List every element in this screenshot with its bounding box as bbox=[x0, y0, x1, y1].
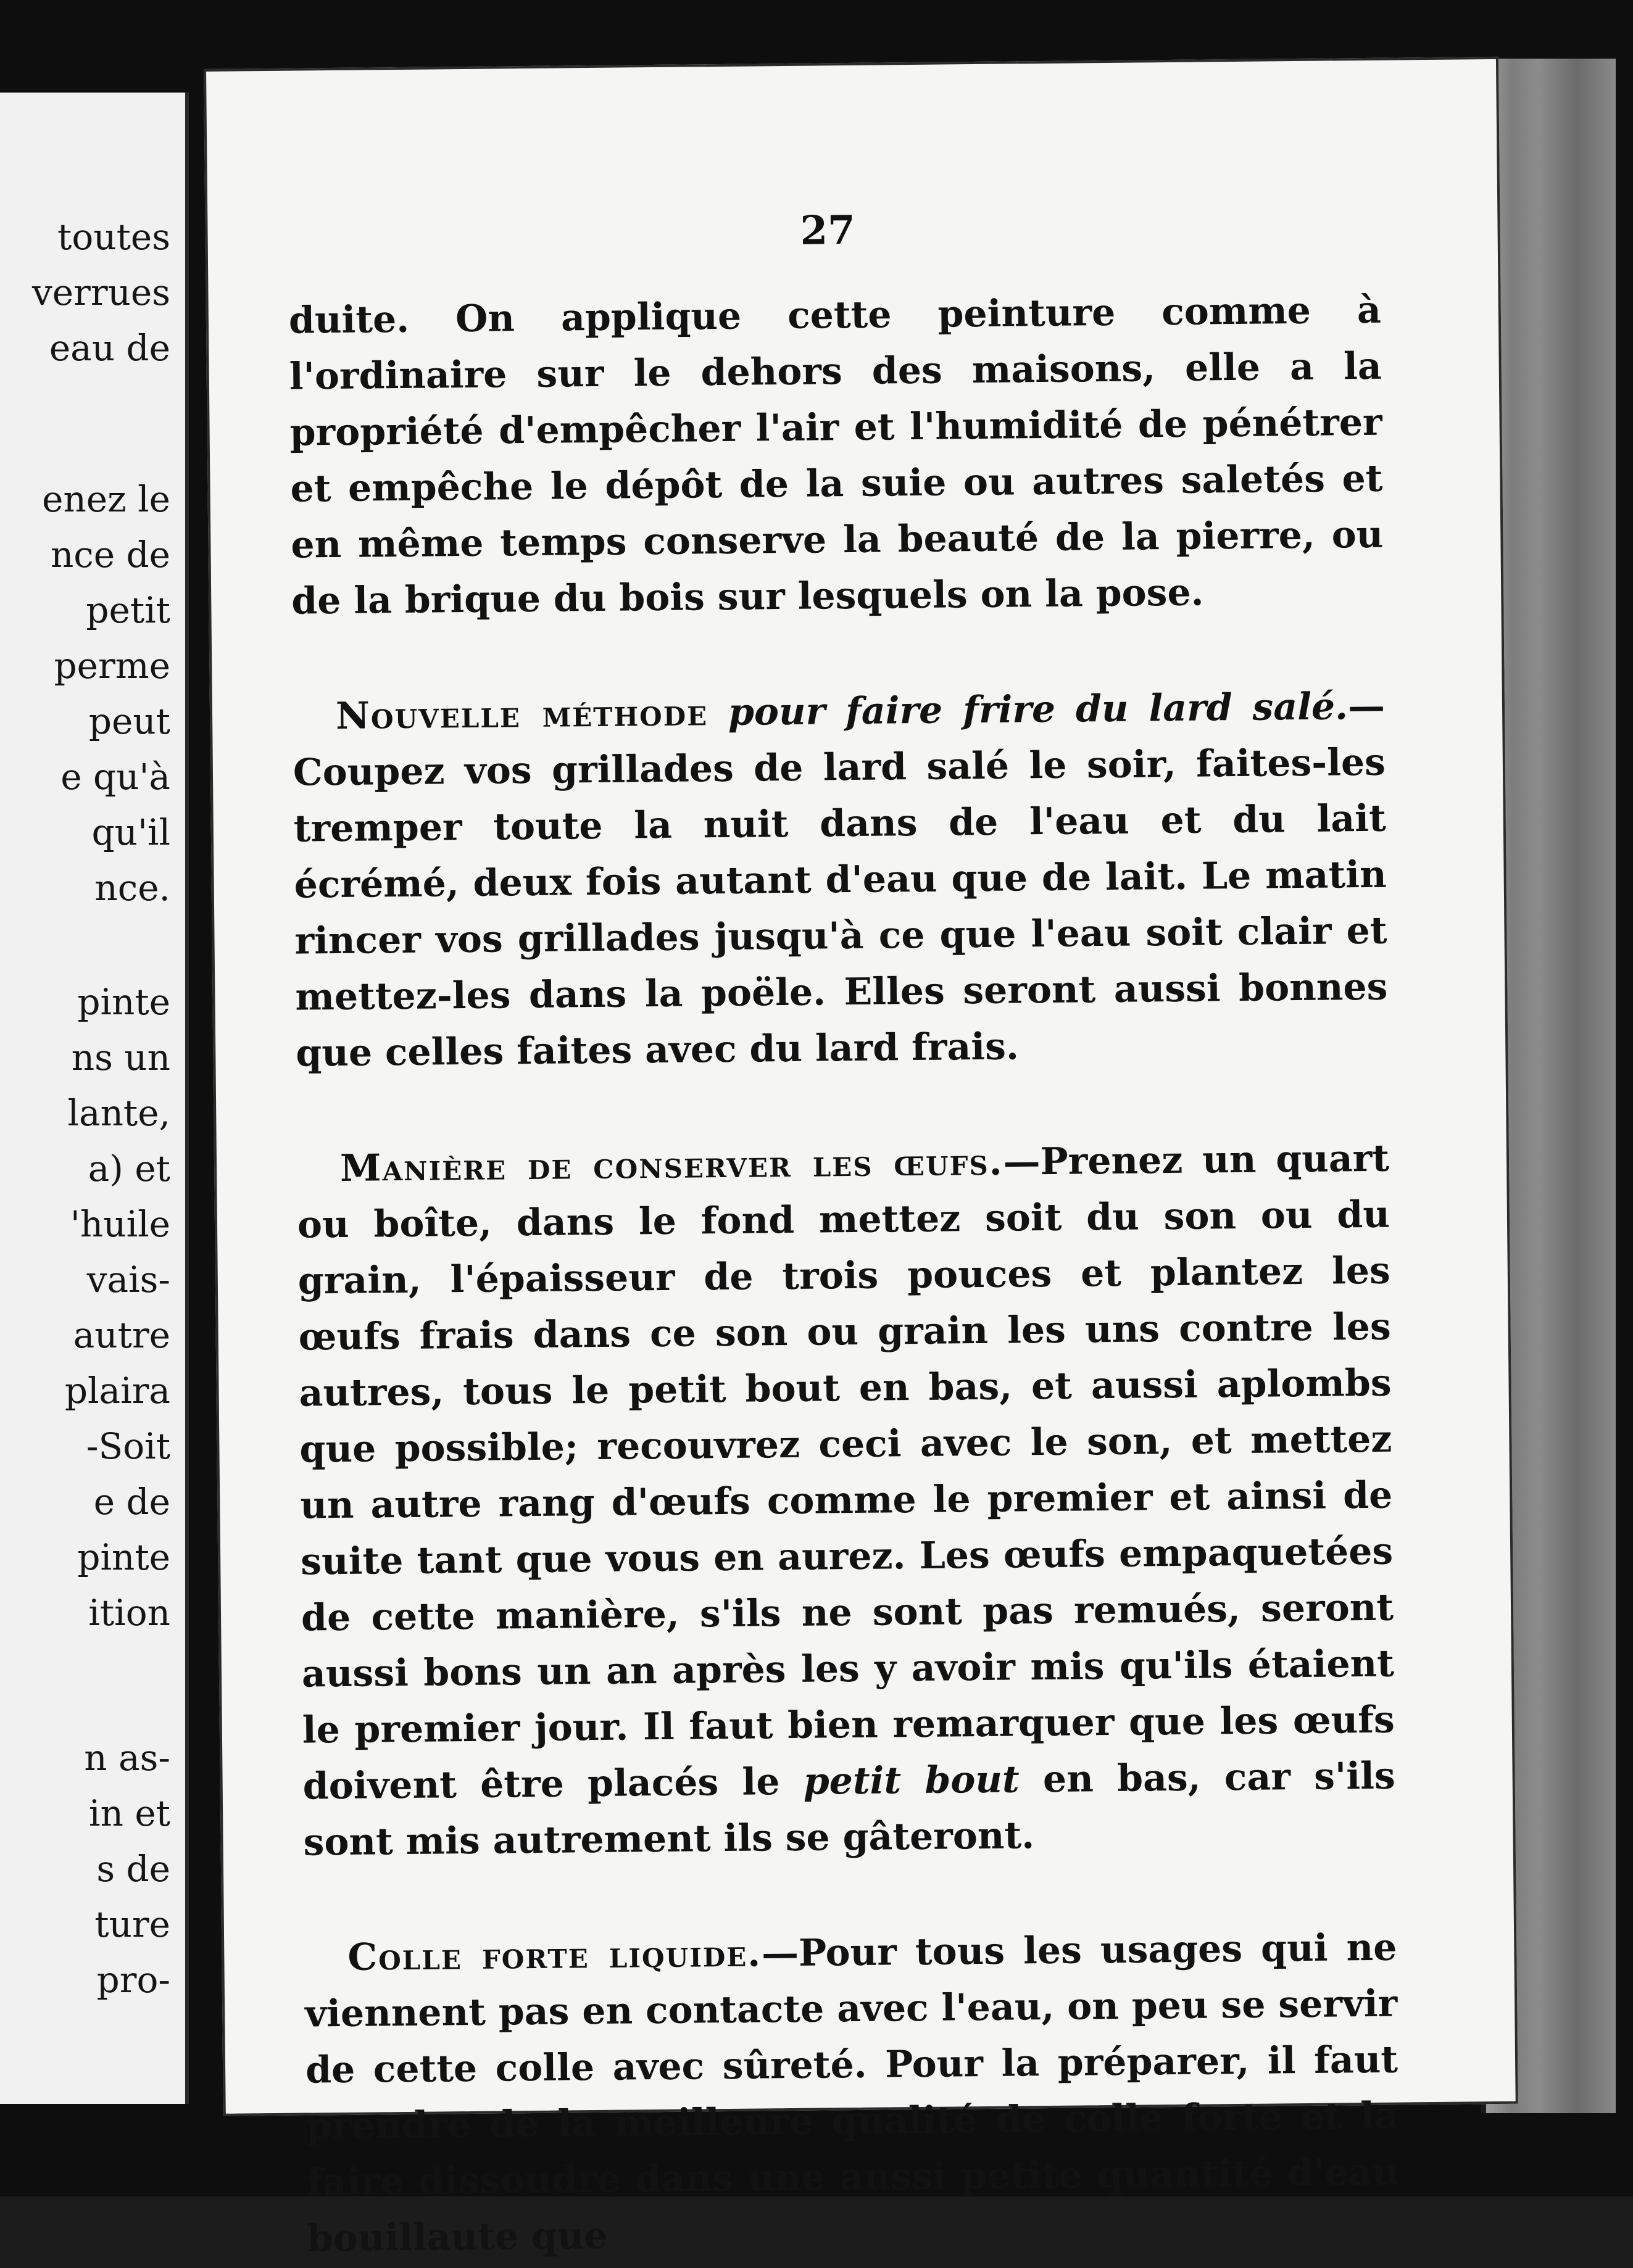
left-page-fragment: a) et bbox=[88, 1148, 170, 1190]
left-page-fragment: vais- bbox=[86, 1259, 170, 1301]
left-page-fragment: s de bbox=[96, 1848, 170, 1890]
left-page-fragment: pinte bbox=[77, 1536, 170, 1578]
left-page-fragment: ns un bbox=[71, 1037, 170, 1078]
left-page-fragment: plaira bbox=[64, 1370, 170, 1412]
left-page-fragment: peut bbox=[88, 700, 170, 742]
left-page-fragment: pro- bbox=[96, 1959, 170, 2001]
left-page-fragment: ture bbox=[94, 1903, 170, 1945]
left-page-fragment: enez le bbox=[42, 478, 170, 520]
section-heading-italic: pour faire frire du lard salé. bbox=[728, 685, 1348, 734]
left-page-fragment: autre bbox=[73, 1314, 170, 1356]
page-number: 27 bbox=[800, 207, 855, 254]
paragraph-paint bbox=[288, 283, 1384, 630]
page-text bbox=[288, 283, 1400, 2267]
paragraph-glue bbox=[304, 1920, 1400, 2267]
left-page-fragment: toutes bbox=[57, 216, 170, 258]
paragraph-text: —Pour tous les usages qui ne viennent pas en contacte avec l'eau, on peu se servir de cette colle avec sûreté. Pour la préparer, il faut prendre de la meilleure qualité de colle forte et la faire dissoudre dans une aussi petite quantité d'eau bouillaute que bbox=[304, 1926, 1400, 2261]
section-heading: Manière de conserver les œufs. bbox=[339, 1140, 1003, 1190]
left-page-fragment: verrues bbox=[32, 271, 170, 313]
section-heading: Nouvelle méthode bbox=[335, 691, 708, 738]
section-heading: Colle forte liquide. bbox=[347, 1932, 762, 1979]
left-page-fragment: nce de bbox=[50, 534, 170, 576]
paragraph-text: duite. On applique cette peinture comme à l'ordinaire sur le dehors des maisons, elle a la propriété d'empêcher l'air et l'humidité de pénétrer et empêche le dépôt de la suie ou autres saletés et en même temps conserve la beauté de la pierre, ou de la brique du bois sur lesquels on la pose. bbox=[288, 288, 1384, 623]
italic-phrase: petit bout bbox=[803, 1758, 1020, 1803]
left-page-fragment: e qu'à bbox=[60, 756, 170, 798]
left-page-fragment: petit bbox=[86, 589, 170, 631]
left-page-fragment: nce. bbox=[94, 867, 170, 909]
left-page-fragment: n as- bbox=[84, 1737, 170, 1779]
paragraph-eggs bbox=[297, 1131, 1396, 1871]
left-page-fragment: perme bbox=[54, 645, 170, 687]
paragraph-text: —Prenez un quart ou boîte, dans le fond mettez soit du son ou du grain, l'épaisseur de trois pouces et plantez les œufs frais dans ce son ou grain les uns contre les autres, tous le petit bout en bas, et aussi aplombs que possible; recouvrez ceci avec le son, et mettez un autre rang d'œufs comme le premier et ainsi de suite tant que vous en aurez. Les œufs empaquetées de cette manière, s'ils ne sont pas remués, seront aussi bons un an après les y avoir mis qu'ils étaient le premier jour. Il faut bien remarquer que les œufs doivent être placés le bbox=[297, 1136, 1395, 1808]
paragraph-text: en bas, car s'ils sont mis autrement ils se gâteront. bbox=[303, 1754, 1395, 1864]
left-page-fragment: e de bbox=[93, 1481, 170, 1523]
book-page bbox=[204, 57, 1518, 2261]
left-page-fragment: ition bbox=[88, 1592, 170, 1634]
left-page-fragment: eau de bbox=[49, 327, 170, 369]
left-page-fragment: pinte bbox=[77, 981, 170, 1023]
left-page-fragment: 'huile bbox=[70, 1203, 170, 1245]
left-facing-page bbox=[0, 93, 189, 2104]
left-page-fragment: -Soit bbox=[86, 1425, 170, 1467]
left-page-fragment: in et bbox=[89, 1792, 170, 1834]
paragraph-bacon bbox=[293, 679, 1389, 1082]
left-page-fragment: lante, bbox=[67, 1092, 170, 1134]
paragraph-text: —Coupez vos grillades de lard salé le soir, faites-les tremper toute la nuit dans de l'eau et du lait écrémé, deux fois autant d'eau que de lait. Le matin rincer vos grillades jusqu'à ce que l'eau soit clair et mettez-les dans la poële. Elles seront aussi bonnes que celles faites avec du lard frais. bbox=[293, 684, 1388, 1075]
left-page-fragment: qu'il bbox=[91, 811, 170, 853]
